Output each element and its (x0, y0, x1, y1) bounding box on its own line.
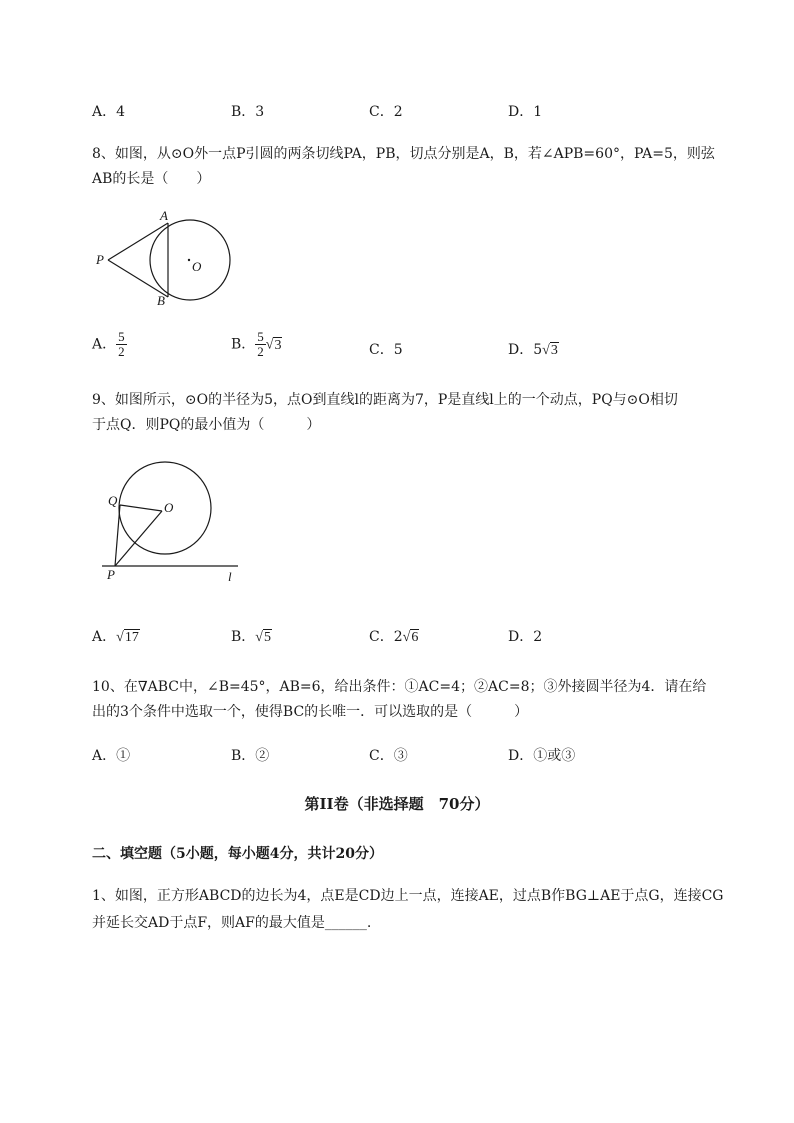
q8-option-d: D．5√3 (508, 342, 558, 358)
q9-stem-line2: 于点Q．则PQ的最小值为（ ） (92, 417, 321, 433)
q8-label-p: P (96, 252, 104, 267)
q8-tangent-pb (108, 260, 168, 297)
q9-option-a: A．√17 (92, 629, 139, 645)
q10-option-d: D．①或③ (508, 748, 576, 764)
q10-option-a: A．① (92, 748, 131, 764)
q9-label-o: O (164, 500, 174, 515)
section-title: 第II卷（非选择题 70分） (304, 795, 490, 813)
q7-option-c: C．2 (369, 104, 403, 120)
q10-stem-line2: 出的3个条件中选取一个，使得BC的长唯一．可以选取的是（ ） (92, 704, 529, 720)
q8-label-b: B (157, 293, 165, 308)
q7-option-a: A．4 (92, 104, 126, 120)
q8-stem-line2: AB的长是（ ） (92, 171, 211, 187)
q8-option-c: C．5 (369, 342, 403, 358)
q9-figure (100, 455, 245, 585)
part-title: 二、填空题（5小题，每小题4分，共计20分） (92, 846, 383, 862)
q9-option-c: C．2√6 (369, 629, 419, 645)
q9-segment-po (115, 511, 162, 566)
q9-option-b: B．√5 (231, 629, 271, 645)
q9-segment-pq (115, 505, 120, 566)
q9-label-l: l (228, 569, 232, 584)
q9-segment-qo (120, 505, 162, 511)
q10-option-b: B．② (231, 748, 270, 764)
q8-option-b: B． $\frac{5}{2}$ √3 (231, 329, 282, 359)
q8-center-dot (188, 259, 190, 261)
q9-stem-line1: 9、如图所示，⊙O的半径为5，点O到直线l的距离为7，P是直线l上的一个动点，PQ与⊙O相切 (92, 392, 678, 408)
q10-stem-line1: 10、在∇ABC中，∠B=45°，AB=6，给出条件：①AC=4；②AC=8；③外接圆半径为4．请在给 (92, 679, 707, 695)
fill1-stem-line1: 1、如图，正方形ABCD的边长为4，点E是CD边上一点，连接AE，过点B作BG⊥AE于点G，连接CG (92, 888, 724, 904)
q7-option-d: D．1 (508, 104, 543, 120)
q9-label-p: P (107, 567, 115, 582)
q8-figure (92, 205, 242, 308)
q8-label-a: A (160, 208, 168, 223)
q8-tangent-pa (108, 223, 168, 260)
q10-option-c: C．③ (369, 748, 408, 764)
q7-option-b: B．3 (231, 104, 265, 120)
q9-label-q: Q (108, 493, 118, 508)
fill1-stem-line2: 并延长交AD于点F，则AF的最大值是______. (92, 915, 372, 931)
q9-option-d: D．2 (508, 629, 543, 645)
q8-label-o: O (192, 259, 202, 274)
q8-stem-line1: 8、如图，从⊙O外一点P引圆的两条切线PA，PB，切点分别是A，B，若∠APB=60°，PA=5，则弦 (92, 146, 715, 162)
q8-option-a: A． $\frac{5}{2}$ (92, 329, 125, 359)
